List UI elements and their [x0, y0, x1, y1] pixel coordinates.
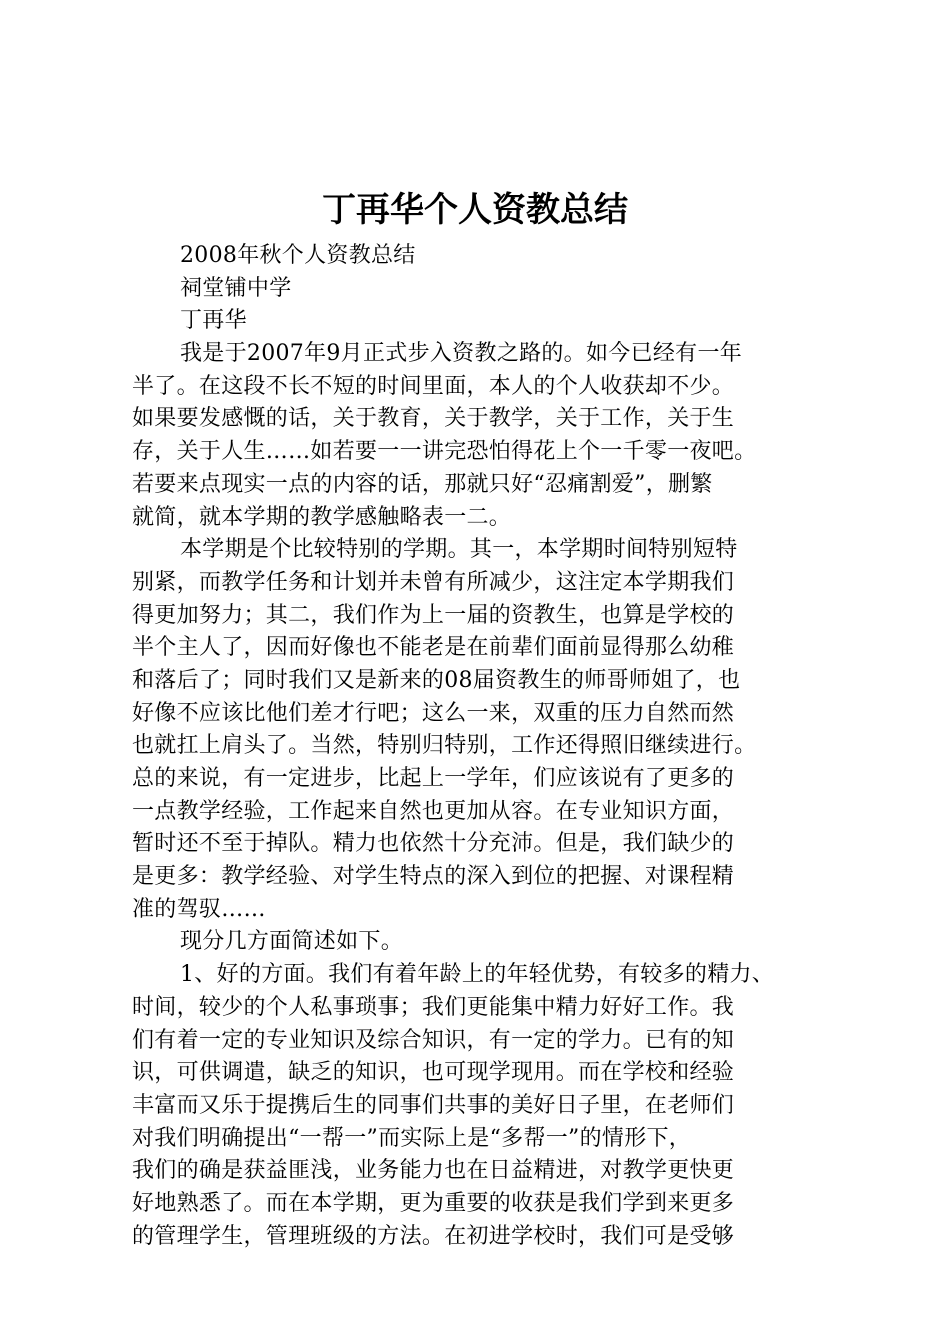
text-line: 识，可供调遣，缺乏的知识，也可现学现用。而在学校和经验 — [132, 1060, 735, 1086]
text-line: 丁再华 — [180, 308, 247, 334]
text-line: 也就扛上肩头了。当然，特别归特别，工作还得照旧继续进行。 — [132, 733, 757, 759]
text-line: 们有着一定的专业知识及综合知识，有一定的学力。已有的知 — [132, 1027, 735, 1053]
text-line: 我们的确是获益匪浅，业务能力也在日益精进，对教学更快更 — [132, 1158, 735, 1184]
text-line: 如果要发感慨的话，关于教育，关于教学，关于工作，关于生 — [132, 406, 735, 432]
text-line: 本学期是个比较特别的学期。其一，本学期时间特别短特 — [180, 537, 738, 563]
text-line: 准的驾驭…… — [132, 896, 266, 922]
text-line: 若要来点现实一点的内容的话，那就只好“忍痛割爱”，删繁 — [132, 471, 713, 497]
text-line: 现分几方面简述如下。 — [180, 929, 404, 955]
text-line: 对我们明确提出“一帮一”而实际上是“多帮一”的情形下， — [132, 1125, 692, 1151]
text-line: 是更多：教学经验、对学生特点的深入到位的把握、对课程精 — [132, 864, 735, 890]
text-line: 半了。在这段不长不短的时间里面，本人的个人收获却不少。 — [132, 373, 735, 399]
text-line: 就简，就本学期的教学感触略表一二。 — [132, 504, 512, 530]
text-line: 总的来说，有一定进步，比起上一学年，们应该说有了更多的 — [132, 766, 735, 791]
text-line: 2008年秋个人资教总结 — [180, 243, 416, 268]
text-line: 暂时还不至于掉队。精力也依然十分充沛。但是，我们缺少的 — [132, 831, 735, 857]
text-line: 存，关于人生……如若要一一讲完恐怕得花上个一千零一夜吧。 — [132, 439, 757, 465]
text-line: 别紧，而教学任务和计划并未曾有所减少，这注定本学期我们 — [132, 569, 735, 595]
text-line: 和落后了；同时我们又是新来的08届资教生的师哥师姐了，也 — [132, 667, 741, 693]
text-line: 的管理学生，管理班级的方法。在初进学校时，我们可是受够 — [132, 1223, 735, 1249]
document-body — [132, 240, 832, 1253]
text-line: 丰富而又乐于提携后生的同事们共事的美好日子里，在老师们 — [132, 1092, 735, 1118]
text-line: 好地熟悉了。而在本学期，更为重要的收获是我们学到来更多 — [132, 1190, 735, 1216]
text-line: 好像不应该比他们差才行吧；这么一来，双重的压力自然而然 — [132, 700, 735, 726]
document-title: 丁再华个人资教总结 — [322, 190, 628, 230]
text-line: 得更加努力；其二，我们作为上一届的资教生，也算是学校的 — [132, 602, 735, 628]
text-line: 一点教学经验，工作起来自然也更加从容。在专业知识方面， — [132, 798, 735, 824]
text-line: 我是于2007年9月正式步入资教之路的。如今已经有一年 — [180, 341, 743, 367]
text-line: 1、好的方面。我们有着年龄上的年轻优势，有较多的精力、 — [180, 962, 775, 988]
text-line: 时间，较少的个人私事琐事；我们更能集中精力好好工作。我 — [132, 994, 735, 1020]
text-line: 祠堂铺中学 — [180, 275, 292, 301]
text-line: 半个主人了，因而好像也不能老是在前辈们面前显得那么幼稚 — [132, 635, 735, 661]
